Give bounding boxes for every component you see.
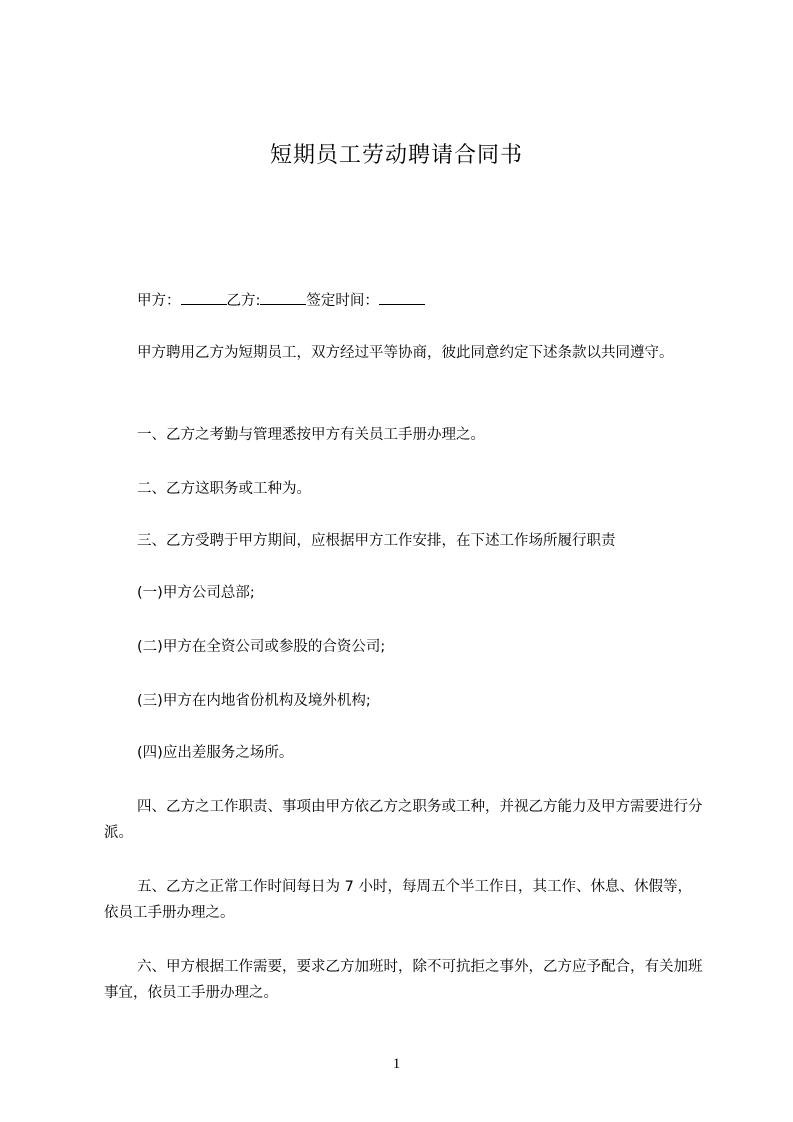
clause-4: 四、乙方之工作职责、事项由甲方依乙方之职务或工种，并视乙方能力及甲方需要进行分派。: [104, 799, 703, 841]
intro-paragraph: 甲方聘用乙方为短期员工，双方经过平等协商，彼此同意约定下述条款以共同遵守。: [137, 345, 674, 361]
clause-2: 二、乙方这职务或工种为。: [137, 481, 311, 497]
clause-5: 五、乙方之正常工作时间每日为 7 小时，每周五个半工作日，其工作、休息、休假等，依员工手册办理之。: [104, 879, 692, 921]
clause-3-item-2: (二)甲方在全资公司或参股的合资公司;: [137, 639, 386, 655]
party-a-blank: [181, 290, 227, 305]
clause-3: 三、乙方受聘于甲方期间，应根据甲方工作安排，在下述工作场所履行职责: [137, 533, 616, 549]
sign-time-blank: [379, 290, 425, 305]
party-a-label: 甲方：: [137, 293, 181, 309]
page-title: 短期员工劳动聘请合同书: [269, 143, 523, 168]
clause-6: 六、甲方根据工作需要，要求乙方加班时，除不可抗拒之事外，乙方应予配合，有关加班事宜，依员工手册办理之。: [104, 959, 703, 1001]
clause-3-item-1: (一)甲方公司总部;: [137, 585, 255, 601]
page-number: 1: [392, 1056, 401, 1072]
clause-1: 一、乙方之考勤与管理悉按甲方有关员工手册办理之。: [137, 427, 485, 443]
sign-time-label: 签定时间：: [306, 293, 379, 309]
clause-3-item-3: (三)甲方在内地省份机构及境外机构;: [137, 693, 371, 709]
party-b-label: 乙方:: [226, 293, 261, 309]
party-b-blank: [260, 290, 306, 305]
clause-3-item-4: (四)应出差服务之场所。: [137, 745, 294, 761]
contract-header-fields: [137, 289, 425, 313]
